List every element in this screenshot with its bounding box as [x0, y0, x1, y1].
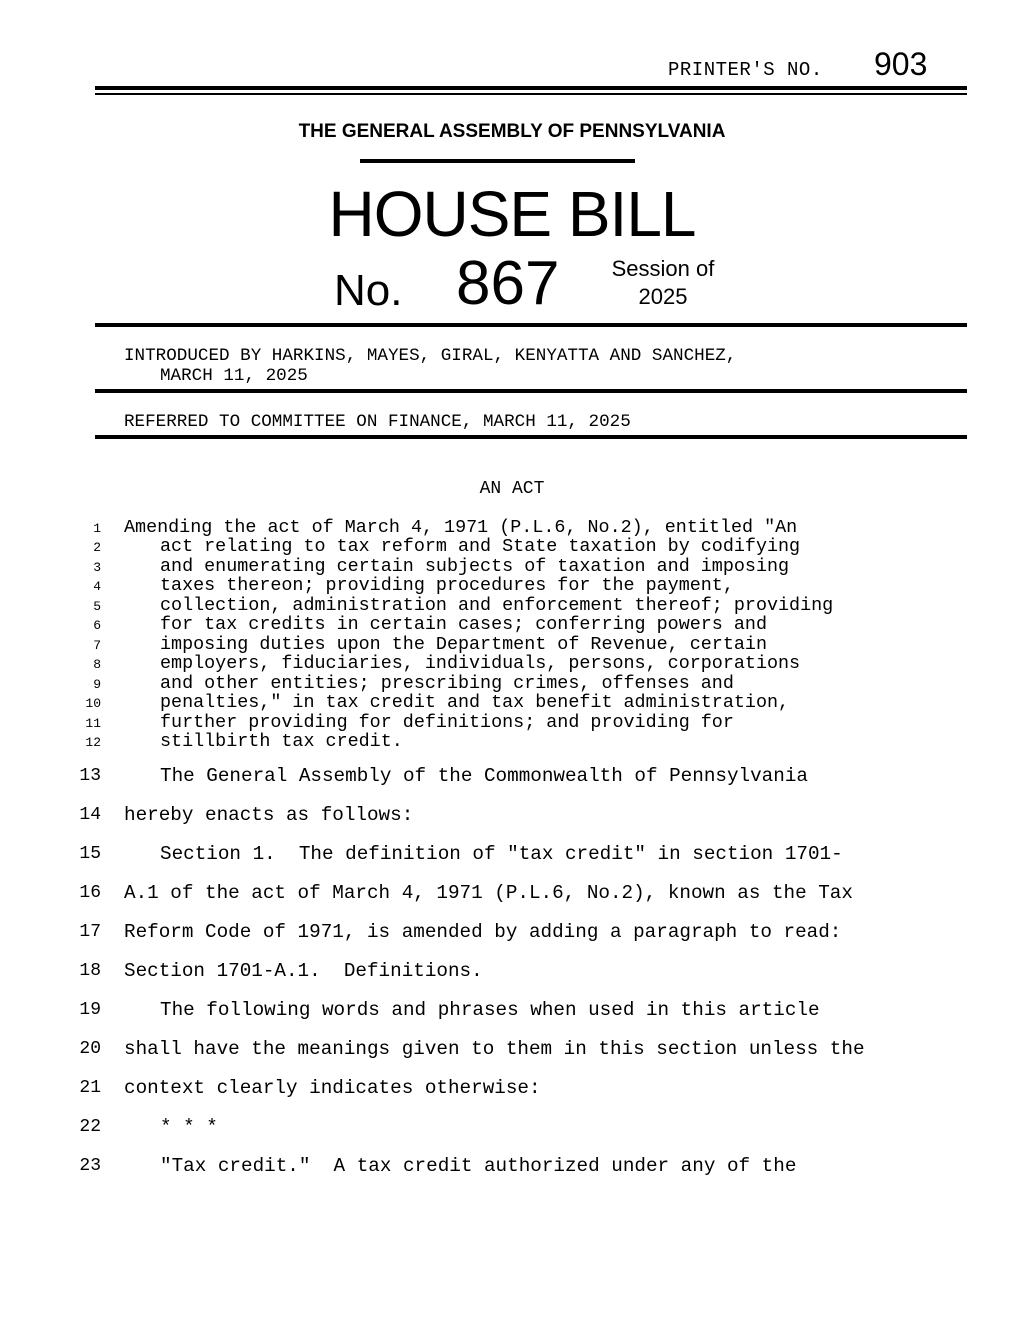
line-number: 14 — [79, 805, 101, 825]
title-line: and enumerating certain subjects of taxation and imposing — [160, 556, 790, 577]
title-line: imposing duties upon the Department of Revenue, certain — [160, 634, 767, 655]
body-line: "Tax credit." A tax credit authorized under any of the — [160, 1155, 797, 1177]
line-number: 12 — [85, 735, 101, 750]
line-number: 11 — [85, 716, 101, 731]
line-number: 15 — [79, 844, 101, 864]
referred-rule — [95, 435, 967, 439]
no-label: No. — [334, 266, 403, 315]
title-line: employers, fiduciaries, individuals, persons, corporations — [160, 653, 801, 674]
line-number: 8 — [93, 657, 101, 672]
body-line: Reform Code of 1971, is amended by adding a paragraph to read: — [124, 921, 842, 943]
bill-type: HOUSE BILL — [328, 178, 696, 250]
body-line: Section 1. The definition of "tax credit" in section 1701- — [160, 843, 843, 865]
line-number: 17 — [79, 922, 101, 942]
line-number: 6 — [93, 618, 101, 633]
act-heading: AN ACT — [479, 479, 545, 499]
line-number: 10 — [85, 696, 101, 711]
body-line: * * * — [160, 1116, 218, 1138]
line-number: 18 — [79, 961, 101, 981]
line-number: 19 — [79, 1000, 101, 1020]
line-number: 22 — [79, 1117, 101, 1137]
body-line: shall have the meanings given to them in this section unless the — [124, 1038, 865, 1060]
bill-number: 867 — [456, 249, 560, 318]
body-line: Section 1701-A.1. Definitions. — [124, 960, 483, 982]
body-line: The General Assembly of the Commonwealth of Pennsylvania — [160, 765, 808, 787]
line-number: 5 — [93, 599, 101, 614]
introduced-rule — [95, 389, 967, 393]
referred-to-committee: REFERRED TO COMMITTEE ON FINANCE, MARCH 11, 2025 — [124, 412, 631, 432]
printer-label: PRINTER'S NO. — [668, 59, 823, 81]
line-number: 2 — [93, 540, 101, 555]
title-line: stillbirth tax credit. — [160, 731, 403, 752]
header-double-rule-bottom — [95, 93, 967, 95]
session-label: Session of — [611, 256, 715, 281]
session-year: 2025 — [638, 284, 688, 309]
line-number: 16 — [79, 883, 101, 903]
title-line: penalties," in tax credit and tax benefit administration, — [160, 692, 790, 713]
line-number: 23 — [79, 1156, 101, 1176]
line-number: 13 — [79, 766, 101, 786]
title-line: collection, administration and enforcement thereof; providing — [160, 595, 834, 616]
line-number: 7 — [93, 638, 101, 653]
assembly-title: THE GENERAL ASSEMBLY OF PENNSYLVANIA — [298, 121, 726, 142]
line-number: 3 — [93, 560, 101, 575]
body-line: A.1 of the act of March 4, 1971 (P.L.6, No.2), known as the Tax — [124, 882, 853, 904]
introduced-by-line1: INTRODUCED BY HARKINS, MAYES, GIRAL, KENYATTA AND SANCHEZ, — [124, 346, 737, 366]
title-line: for tax credits in certain cases; conferring powers and — [160, 614, 767, 635]
line-number: 9 — [93, 677, 101, 692]
introduced-by-line2: MARCH 11, 2025 — [160, 366, 308, 386]
body-line: context clearly indicates otherwise: — [124, 1077, 541, 1099]
title-line: further providing for definitions; and providing for — [160, 712, 734, 733]
assembly-underline — [360, 159, 635, 163]
title-line: taxes thereon; providing procedures for the payment, — [160, 575, 734, 596]
line-number: 4 — [93, 579, 101, 594]
title-line: and other entities; prescribing crimes, offenses and — [160, 673, 734, 694]
title-line: act relating to tax reform and State taxation by codifying — [160, 536, 801, 557]
title-line: Amending the act of March 4, 1971 (P.L.6, No.2), entitled "An — [124, 517, 798, 538]
body-line: hereby enacts as follows: — [124, 804, 414, 826]
header-bottom-rule — [95, 323, 967, 327]
body-line: The following words and phrases when used in this article — [160, 999, 820, 1021]
line-number: 21 — [79, 1078, 101, 1098]
printer-number: 903 — [874, 46, 928, 82]
line-number: 20 — [79, 1039, 101, 1059]
line-number: 1 — [93, 521, 101, 536]
header-double-rule-top — [95, 86, 967, 90]
